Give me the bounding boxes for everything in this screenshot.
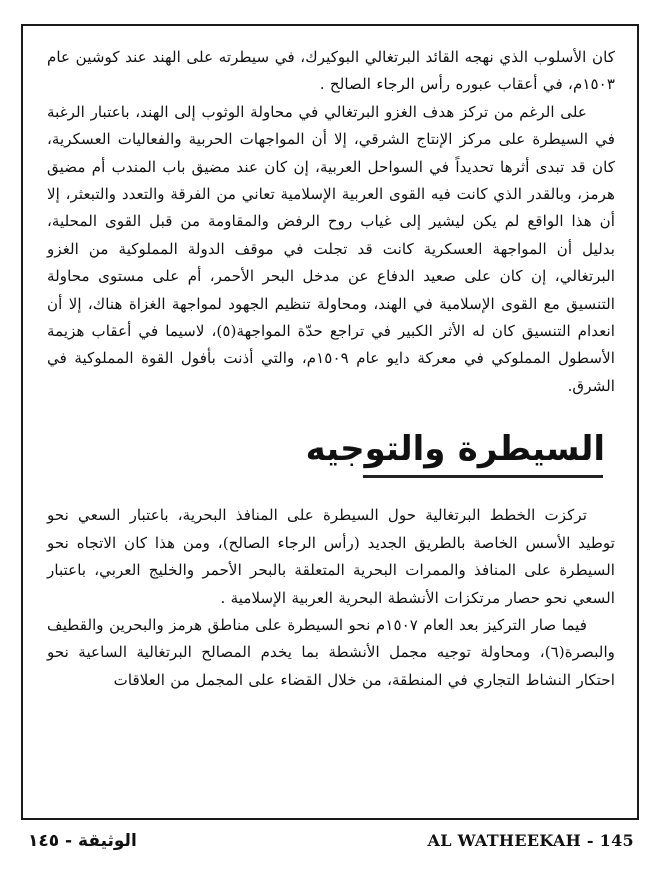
footer-page-arabic: الوثيقة - ١٤٥	[28, 831, 137, 851]
heading-underline	[363, 475, 603, 478]
paragraph-4: فيما صار التركيز بعد العام ١٥٠٧م نحو السيطرة على مناطق هرمز والبحرين والقطيف والبصرة(٦)، ومحاولة توجيه مجمل الأنشطة بما يخدم المصالح البرتغالية الساعية نحو احتكار النشاط التجاري في المنطقة، من خلال القضاء على المجمل من العلاقات	[47, 615, 615, 689]
section-heading-block	[47, 425, 615, 485]
paragraph-3: تركزت الخطط البرتغالية حول السيطرة على المنافذ البحرية، باعتبار السعي نحو توطيد الأسس الخاصة بالطريق الجديد (رأس الرجاء الصالح)، ومن هذا كان الاتجاه نحو السيطرة على المنافذ والممرات البحرية المتعلقة بالبحر الأحمر والخليج العربي، باعتبار السعي نحو حصار مرتكزات الأنشطة البحرية العربية الإسلامية .	[47, 506, 615, 607]
footer-page-latin: AL WATHEEKAH - 145	[427, 831, 634, 850]
page-footer	[0, 826, 662, 856]
section-heading: السيطرة والتوجيه	[305, 429, 605, 470]
article-body	[47, 44, 615, 694]
paragraph-2: على الرغم من تركز هدف الغزو البرتغالي في محاولة الوثوب إلى الهند، باعتبار الرغبة في السيطرة على مركز الإنتاج الشرقي، إلا أن المواجهات الحربية والفعاليات العسكرية، كان قد تبدى أثرها تحديداً في السواحل العربية، إن كان عند مضيق باب المندب أم مضيق هرمز، وبالقدر الذي كانت فيه القوى العربية الإسلامية تعاني من الفرقة والتعدد والتبعثر، إلا أن هذا الواقع لم يكن ليشير إلى غياب روح الرفض والمقاومة من قبل القوى المحلية، بدليل أن المواجهة العسكرية كانت قد تجلت في موقف الدولة المملوكية من الغزو البرتغالي، إن كان على صعيد الدفاع عن مدخل البحر الأحمر، أم على مستوى محاولة التنسيق مع القوى الإسلامية في الهند، ومحاولة تنظيم الجهود لمواجهة الغزاة هناك، إلا أن انعدام التنسيق كان له الأثر الكبير في تراجع حدّة المواجهة(٥)، لاسيما في أعقاب هزيمة الأسطول المملوكي في معركة دايو عام ١٥٠٩م، والتي أذنت بأفول القوة المملوكية في الشرق.	[47, 102, 615, 395]
paragraph-1: كان الأسلوب الذي نهجه القائد البرتغالي البوكيرك، في سيطرته على الهند عند كوشين عام ١٥٠٣م، في أعقاب عبوره رأس الرجاء الصالح .	[47, 48, 615, 94]
